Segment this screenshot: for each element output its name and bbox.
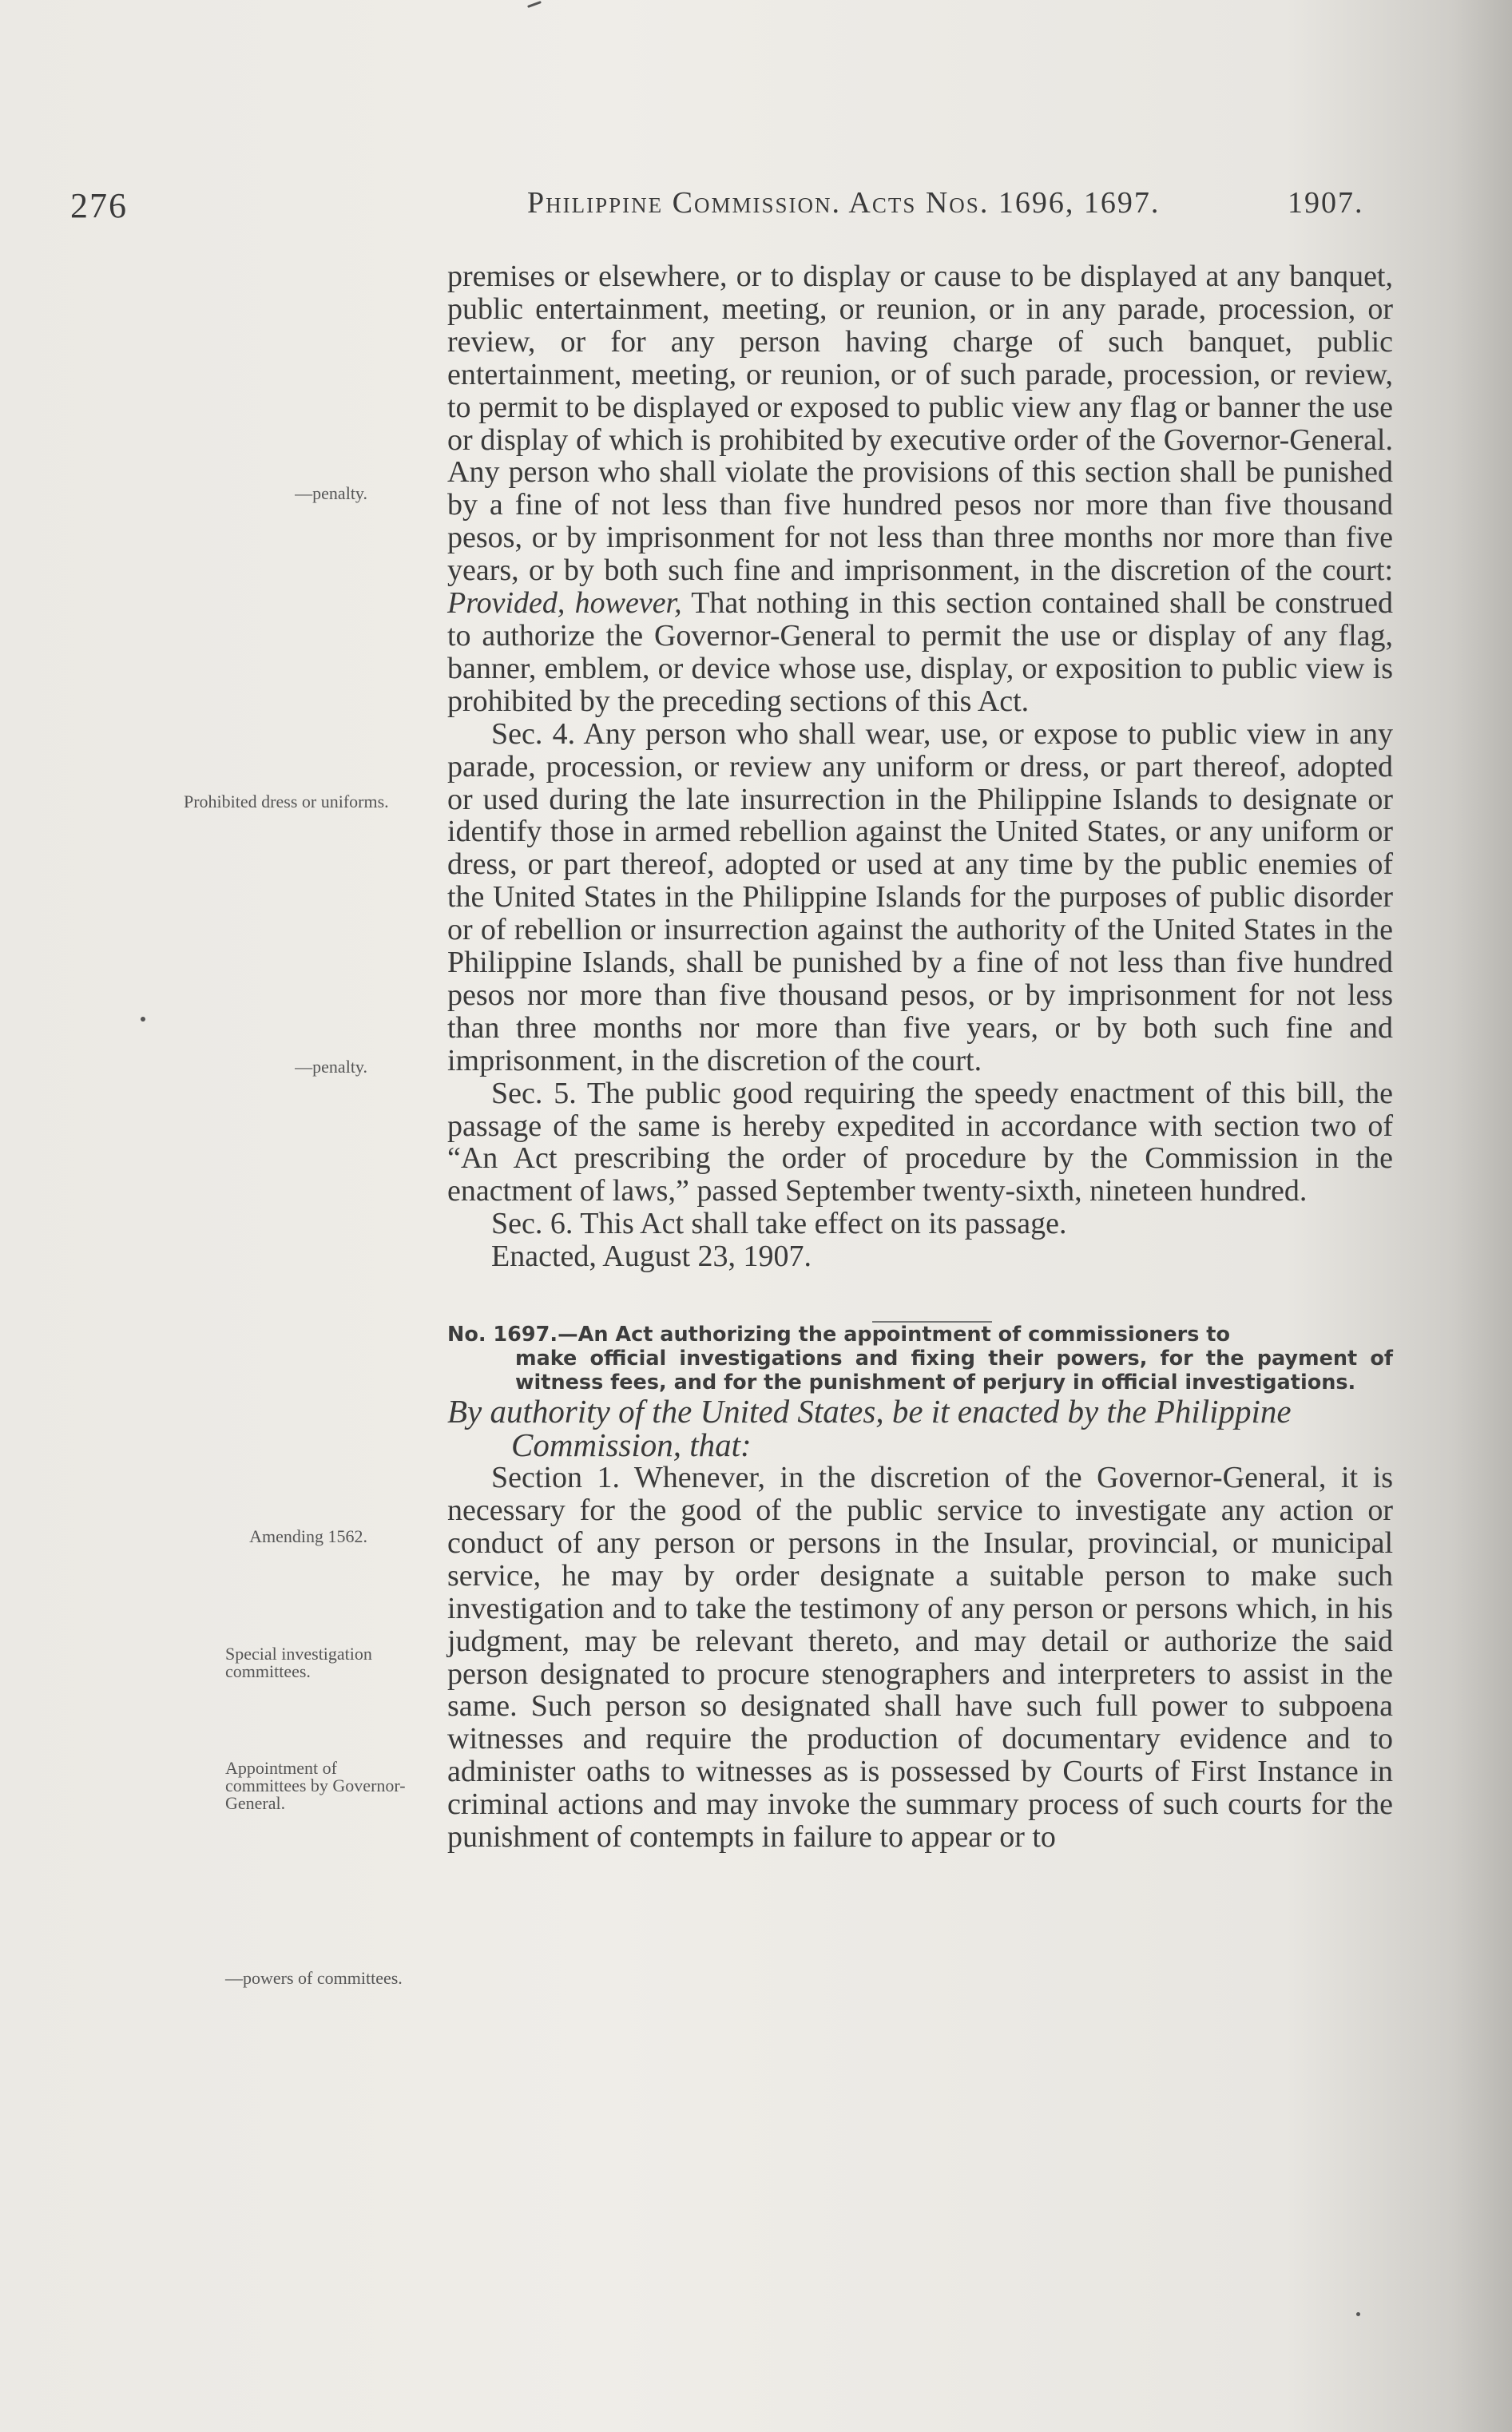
margin-note-appointment: Appointment of committees by Governor-General. <box>225 1758 406 1813</box>
act-number: No. 1697. <box>447 1323 558 1347</box>
section-4 <box>447 718 1393 1077</box>
enacting-line-1: By authority of the United States, be it enacted by the Philippine <box>447 1393 1292 1430</box>
section-4-text: Any person who shall wear, use, or expose to public view in any parade, procession, or review any uniform or dress, or part thereof, adopted or used during the late insurrection in the Philippine Islands to designate or identify those in armed rebellion against the United States, or any uniform or dress, or part thereof, adopted or used at any time by the public enemies of the United States in the Philippine Islands for the purposes of public disorder or of rebellion or insurrection against the authority of the United States in the Philippine Islands, shall be punished by a fine of not less than five hundred pesos nor more than five thousand pesos, or by imprisonment for not less than three months nor more than five years, or by both such fine and imprisonment, in the discretion of the court. <box>447 716 1394 1077</box>
print-speck <box>527 1 542 8</box>
act-title-line-1: —An Act authorizing the appointment of commissioners to <box>558 1323 1231 1347</box>
section-4-label: Sec. 4. <box>491 716 576 751</box>
margin-note-powers: —powers of committees. <box>225 1968 403 1988</box>
print-speck <box>1356 2312 1360 2316</box>
paragraph-text: premises or elsewhere, or to display or cause to be displayed at any banquet, public entertainment, meeting, or reunion, or in any parade, procession, or review, or for any person having charge of such banquet, public entertainment, meeting, or reunion, or of such parade, procession, or review, to permit to be displayed or exposed to public view any flag or banner the use or display of which is prohibited by executive order of the Governor-General. Any person who shall violate the provisions of this section shall be punished by a fine of not less than five hundred pesos nor more than five thousand pesos, or by imprisonment for not less than three months nor more than five years, or by both such fine and imprisonment, in the discretion of the court: <box>447 260 1393 588</box>
section-6 <box>447 1208 1393 1240</box>
running-head: Philippine Commission. Acts Nos. 1696, 1697. <box>527 186 1161 220</box>
section-6-text: This Act shall take effect on its passage. <box>580 1207 1067 1241</box>
proviso-label: Provided, however, <box>447 586 682 621</box>
section-1 <box>447 1462 1393 1854</box>
margin-note-special-investigation: Special investigation committees. <box>225 1644 372 1681</box>
enacting-line-2: Commission, that: <box>511 1426 752 1464</box>
section-5-text: The public good requiring the speedy enactment of this bill, the passage of the same is hereby expedited in accordance with section two of “An Act prescribing the order of procedure by the Commission in the enactment of laws,” passed September twenty-sixth, nineteen hundred. <box>447 1076 1393 1208</box>
enacting-clause <box>447 1395 1393 1462</box>
margin-note-penalty: —penalty. <box>295 483 367 503</box>
margin-note-penalty-2: —penalty. <box>295 1057 367 1077</box>
enacted-date: Enacted, August 23, 1907. <box>491 1240 812 1274</box>
page-number: 276 <box>70 186 128 225</box>
margin-note-prohibited-dress: Prohibited dress or uniforms. <box>184 791 389 811</box>
print-speck <box>141 1017 145 1022</box>
margin-note-amending: Amending 1562. <box>249 1526 367 1546</box>
section-5 <box>447 1077 1393 1208</box>
paragraph-continued <box>447 260 1393 718</box>
section-6-label: Sec. 6. <box>491 1207 573 1241</box>
body-text <box>447 260 1393 1854</box>
page-header <box>70 185 1380 225</box>
running-head-year: 1907. <box>1288 186 1364 220</box>
act-title-rest: make official investigations and fixing their powers, for the payment of witness fees, and for the punishment of perjury in official investigations. <box>515 1347 1393 1395</box>
act-1697-title <box>447 1323 1393 1395</box>
proviso-text: That nothing in this section contained shall be construed to authorize the Governor-General to permit the use or display of any flag, banner, emblem, or device whose use, display, or exposition to public view is prohibited by the preceding sections of this Act. <box>447 586 1393 718</box>
section-1-label: Section 1. <box>491 1461 621 1495</box>
section-1-text: Whenever, in the discretion of the Governor-General, it is necessary for the good of the public service to investigate any action or conduct of any person or persons in the Insular, provincial, or municipal service, he may by order designate a suitable person to make such investigation and to take the testimony of any person or persons which, in his judgment, may be relevant thereto, and may detail or authorize the said person designated to procure stenographers and interpreters to assist in the same. Such person so designated shall have such full power to subpoena witnesses and require the production of documentary evidence and to administer oaths to witnesses as is possessed by Courts of First Instance in criminal actions and may invoke the summary process of such courts for the punishment of contempts in failure to appear or to <box>447 1461 1393 1855</box>
section-5-label: Sec. 5. <box>491 1076 577 1110</box>
